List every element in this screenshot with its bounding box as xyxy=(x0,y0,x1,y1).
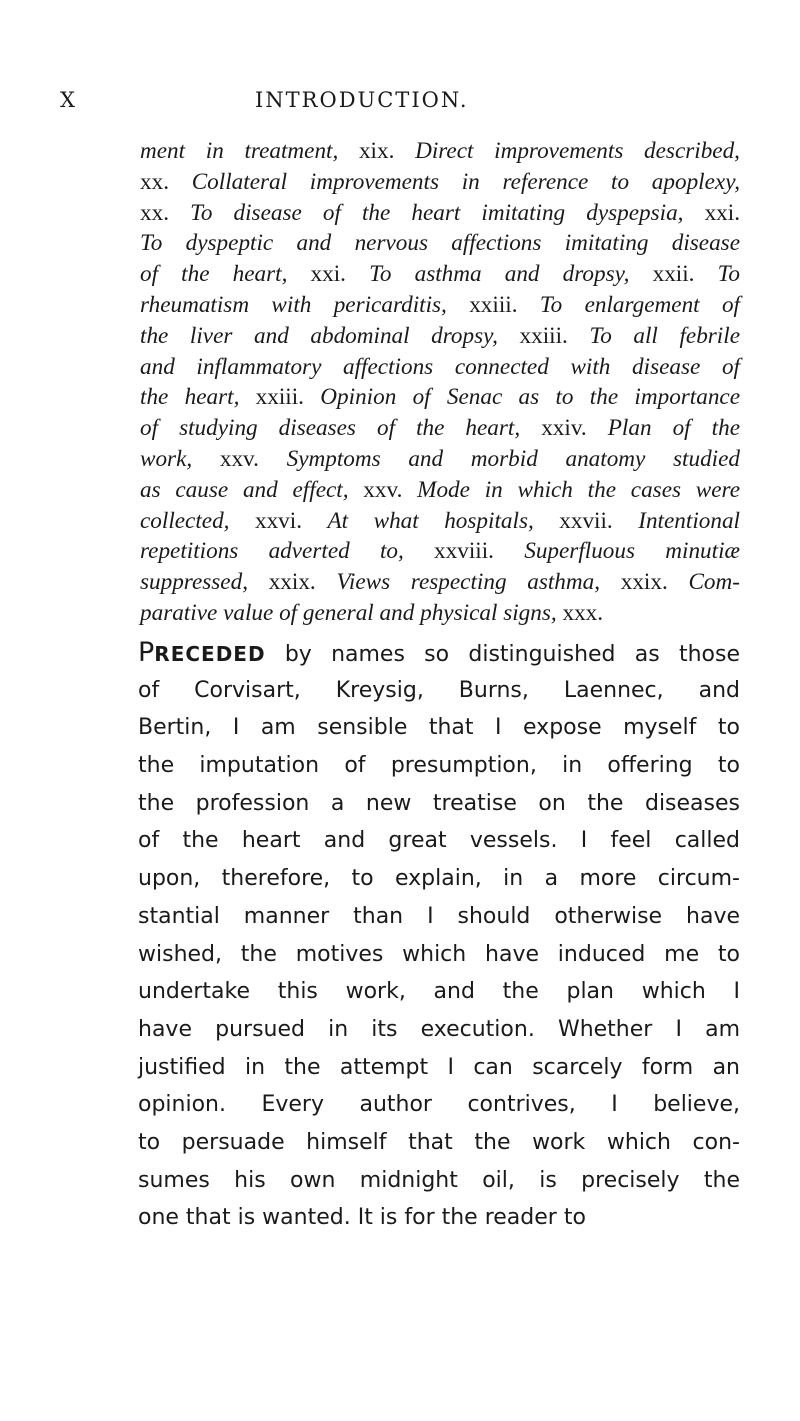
contents-topic: Opinion of Senac as to the importance xyxy=(320,384,741,411)
body-paragraph xyxy=(138,634,740,1237)
contents-topic: of the heart, xyxy=(140,261,288,288)
body-line: the imputation of presumption, in offering to xyxy=(138,753,740,779)
contents-topic: Intentional xyxy=(638,507,740,534)
contents-topic: and inflammatory affections connected with disease of xyxy=(140,353,740,380)
contents-page-ref: xxix. xyxy=(600,569,689,596)
body-line: of the heart and great vessels. I feel called xyxy=(138,828,740,854)
contents-page-ref: xx. xyxy=(140,199,191,226)
contents-line xyxy=(140,136,740,167)
contents-line xyxy=(140,506,740,537)
contents-line xyxy=(140,382,740,413)
body-line: to persuade himself that the work which con- xyxy=(138,1129,740,1155)
contents-line xyxy=(140,198,740,229)
contents-page-ref: xxiii. xyxy=(497,322,590,349)
contents-topic: collected, xyxy=(140,507,230,534)
contents-page-ref: xxiv. xyxy=(520,415,608,442)
contents-line xyxy=(140,567,740,598)
contents-topic: the liver and abdominal dropsy, xyxy=(140,322,498,349)
contents-topic: ment in treatment, xyxy=(140,138,339,164)
contents-page-ref: xx. xyxy=(140,168,192,195)
small-caps-initial: P xyxy=(138,637,155,668)
contents-topic: Views respecting asthma, xyxy=(336,569,601,596)
contents-topic: To enlargement of xyxy=(539,291,740,318)
contents-topic: of studying diseases of the heart, xyxy=(140,415,521,442)
contents-topic: At what hospitals, xyxy=(327,507,534,534)
body-line: have pursued in its execution. Whether I am xyxy=(138,1016,740,1042)
contents-line xyxy=(140,444,740,475)
contents-topic: Collateral improvements in reference to apoplexy, xyxy=(191,168,741,195)
contents-page-ref: xxv. xyxy=(192,445,287,472)
contents-line xyxy=(140,598,740,629)
contents-line xyxy=(140,536,740,567)
contents-topic: Com- xyxy=(688,569,740,596)
contents-page-ref: xxviii. xyxy=(403,538,525,565)
contents-topic: Plan of the xyxy=(607,415,740,442)
chapter-title: INTRODUCTION. xyxy=(255,88,469,112)
small-caps-word: RECEDED xyxy=(154,642,266,666)
body-line: upon, therefore, to explain, in a more circum- xyxy=(138,866,740,892)
contents-line xyxy=(140,475,740,506)
body-line: of Corvisart, Kreysig, Burns, Laennec, and xyxy=(138,677,740,703)
body-line: opinion. Every author contrives, I believe, xyxy=(138,1092,740,1118)
body-line: stantial manner than I should otherwise have xyxy=(138,903,740,929)
body-line: undertake this work, and the plan which I xyxy=(138,979,740,1005)
contents-topic: To all febrile xyxy=(589,322,740,349)
body-line: justified in the attempt I can scarcely form an xyxy=(138,1054,740,1080)
contents-page-ref: xxix. xyxy=(248,569,337,596)
contents-topic: the heart, xyxy=(140,384,240,411)
contents-topic: Mode in which the cases were xyxy=(417,476,740,503)
contents-page-ref: xxvi. xyxy=(229,507,328,534)
body-line: Bertin, I am sensible that I expose myself to xyxy=(138,715,740,741)
contents-line xyxy=(140,413,740,444)
contents-topic: Superfluous minutiæ xyxy=(524,538,741,565)
contents-page-ref: xxiii. xyxy=(446,291,540,318)
body-line-text: by names so distinguished as those xyxy=(265,642,740,667)
contents-page-ref: xix. xyxy=(338,138,416,164)
contents-topic: Symptoms and morbid anatomy studied xyxy=(286,445,741,472)
contents-topic: work, xyxy=(140,445,193,472)
running-head xyxy=(60,88,740,118)
body-line: one that is wanted. It is for the reader to xyxy=(138,1205,586,1231)
contents-page-ref: xxv. xyxy=(348,476,418,503)
contents-topic: To asthma and dropsy, xyxy=(369,261,630,288)
chapter-contents-summary xyxy=(140,136,740,629)
contents-line xyxy=(140,259,740,290)
contents-page-ref: xxx. xyxy=(556,599,604,626)
contents-page-ref: xxvii. xyxy=(533,507,639,534)
contents-line xyxy=(140,321,740,352)
contents-line xyxy=(140,352,740,383)
body-line: wished, the motives which have induced me to xyxy=(138,941,740,967)
contents-topic: Direct improvements described, xyxy=(415,138,740,164)
contents-topic: repetitions adverted to, xyxy=(140,538,404,565)
contents-topic: To disease of the heart imitating dyspepsia, xyxy=(190,199,684,226)
contents-page-ref: xxii. xyxy=(629,261,718,288)
contents-page-ref: xxi. xyxy=(287,261,370,288)
contents-line xyxy=(140,167,740,198)
contents-topic: rheumatism with pericarditis, xyxy=(140,291,447,318)
contents-page-ref: xxi. xyxy=(683,199,740,226)
contents-topic: suppressed, xyxy=(140,569,248,596)
page-number: X xyxy=(60,88,77,112)
contents-page-ref: xxiii. xyxy=(239,384,321,411)
contents-line xyxy=(140,228,740,259)
contents-topic: parative value of general and physical signs, xyxy=(140,599,557,626)
contents-topic: To dyspeptic and nervous affections imitating disease xyxy=(140,230,740,257)
body-line xyxy=(138,634,740,672)
contents-line xyxy=(140,290,740,321)
contents-topic: as cause and effect, xyxy=(140,476,349,503)
contents-topic: To xyxy=(717,261,740,288)
body-line: sumes his own midnight oil, is precisely the xyxy=(138,1167,740,1193)
body-line: the profession a new treatise on the diseases xyxy=(138,790,740,816)
